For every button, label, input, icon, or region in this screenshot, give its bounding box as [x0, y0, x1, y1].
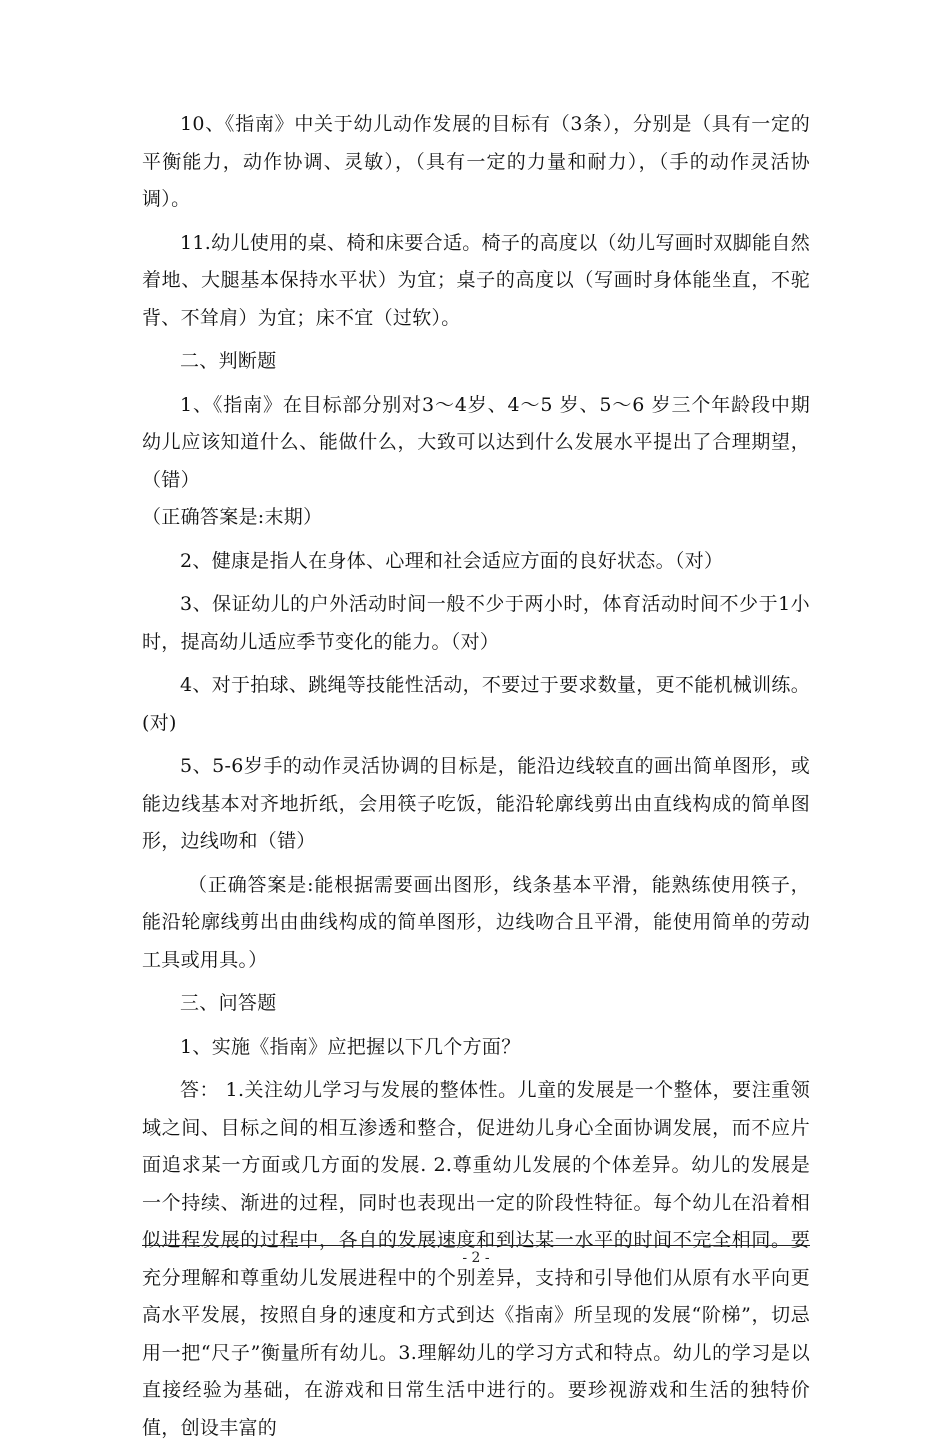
true-false-item-1-answer: （正确答案是:末期） [142, 506, 323, 528]
short-answer-question-1: 1、实施《指南》应把握以下几个方面？ [180, 1035, 521, 1058]
page-number: - 2 - [462, 1250, 490, 1266]
section-heading-true-false: 二、判断题 [180, 350, 277, 372]
true-false-item-5-answer: （正确答案是:能根据需要画出图形，线条基本平滑，能熟练使用筷子，能沿轮廓线剪出由曲线构成的简单图形，边线吻合且平滑，能使用简单的劳动工具或用具。） [142, 873, 810, 971]
fill-blank-item-10: 10、《指南》中关于幼儿动作发展的目标有（3条），分别是（具有一定的平衡能力，动作协调、灵敏），（具有一定的力量和耐力），（手的动作灵活协调）。 [142, 113, 810, 210]
true-false-item-4: 4、对于拍球、跳绳等技能性活动，不要过于要求数量，更不能机械训练。(对) [142, 674, 810, 734]
true-false-item-1: 1、《指南》在目标部分别对3～4岁、4～5 岁、5～6 岁三个年龄段中期幼儿应该知道什么、能做什么，大致可以达到什么发展水平提出了合理期望，（错） [142, 393, 810, 491]
short-answer-answer-1: 答： 1.关注幼儿学习与发展的整体性。儿童的发展是一个整体，要注重领域之间、目标之间的相互渗透和整合，促进幼儿身心全面协调发展，而不应片面追求某一方面或几方面的发展. 2.尊重幼儿发展的个体差异。幼儿的发展是一个持续、渐进的过程，同时也表现出一定的阶段性特征。每个幼儿在沿着相似进程发展的过程中，各自的发展速度和到达某一水平的时间不完全相同。要充分理解和尊重幼儿发展进程中的个别差异，支持和引导他们从原有水平向更高水平发展，按照自身的速度和方式到达《指南》所呈现的发展“阶梯”，切忌用一把“尺子”衡量所有幼儿。3.理解幼儿的学习方式和特点。幼儿的学习是以直接经验为基础，在游戏和日常生活中进行的。要珍视游戏和生活的独特价值，创设丰富的 [142, 1079, 810, 1439]
fill-blank-item-11: 11.幼儿使用的桌、椅和床要合适。椅子的高度以（幼儿写画时双脚能自然着地、大腿基本保持水平状）为宜；桌子的高度以（写画时身体能坐直，不驼背、不耸肩）为宜；床不宜（过软）。 [142, 231, 810, 329]
footer-divider [142, 1245, 810, 1246]
true-false-item-3: 3、保证幼儿的户外活动时间一般不少于两小时，体育活动时间不少于1小时，提高幼儿适应季节变化的能力。（对） [142, 593, 810, 653]
true-false-item-5: 5、5-6岁手的动作灵活协调的目标是，能沿边线较直的画出简单图形，或能边线基本对齐地折纸，会用筷子吃饭，能沿轮廓线剪出由直线构成的简单图形，边线吻和（错） [142, 755, 810, 852]
section-heading-short-answer: 三、问答题 [180, 992, 277, 1014]
true-false-item-2: 2、健康是指人在身体、心理和社会适应方面的良好状态。（对） [180, 549, 724, 572]
